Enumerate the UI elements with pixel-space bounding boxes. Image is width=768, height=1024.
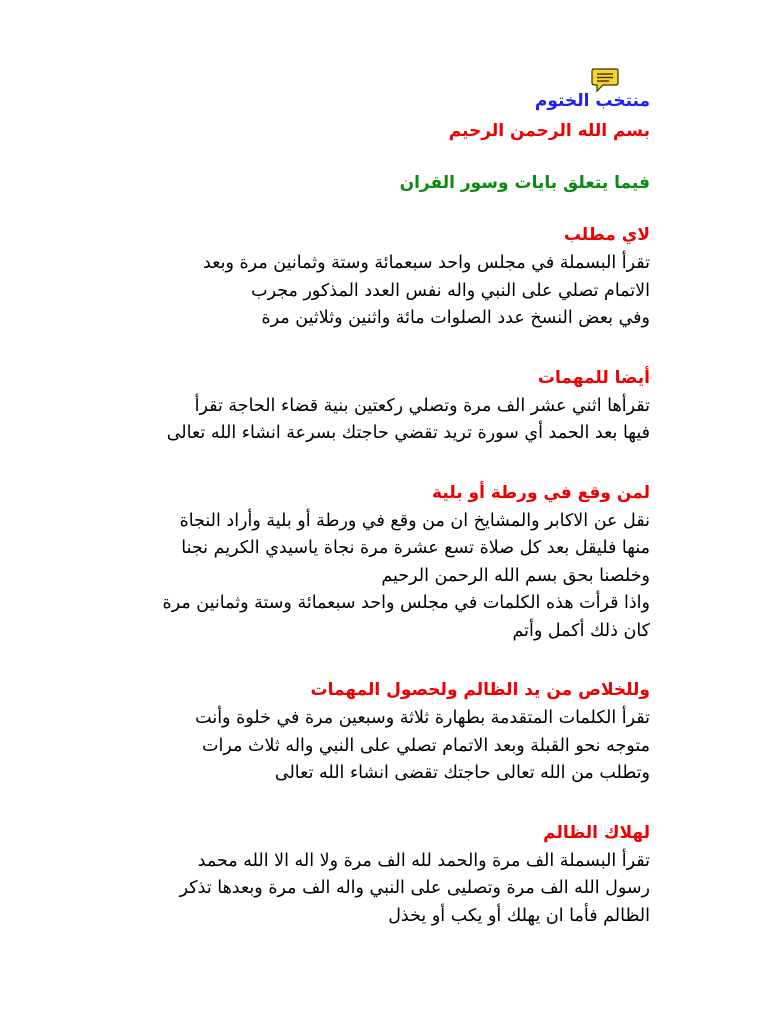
section-line: الاتمام تصلي على النبي واله نفس العدد المذكور مجرب [251, 280, 650, 301]
section-line: وفي بعض النسخ عدد الصلوات مائة واثنين وثلاثين مرة [261, 308, 650, 328]
section-line: كان ذلك أكمل وأتم [512, 620, 650, 641]
section-line: وخلصنا بحق بسم الله الرحمن الرحيم [381, 565, 650, 586]
section-deliverance-from-oppressor [110, 675, 650, 788]
section-line: متوجه نحو القبلة وبعد الاتمام تصلي على النبي واله ثلاث مرات [202, 735, 650, 756]
section-line: تقرأها اثني عشر الف مرة وتصلي ركعتين بنية قضاء الحاجة تقرأ [194, 395, 650, 416]
section-line: الظالم فأما ان يهلك أو يكب أو يخذل [388, 905, 650, 926]
document-page [110, 86, 650, 930]
section-line: نقل عن الاكابر والمشايخ ان من وقع في ورطة أو بلية وأراد النجاة [179, 510, 650, 531]
section-destruction-of-oppressor [110, 818, 650, 931]
section-line: منها فليقل بعد كل صلاة تسع عشرة مرة نجاة ياسيدي الكريم نجنا [181, 538, 650, 558]
document-title: منتخب الختوم [534, 91, 650, 111]
section-important-matters [110, 363, 650, 448]
section-line: واذا قرأت هذه الكلمات في مجلس واحد سبعمائة وستة وثمانين مرة [162, 593, 650, 613]
section-heading: وللخلاص من يد الظالم ولحصول المهمات [310, 680, 650, 700]
section-heading: أيضا للمهمات [537, 367, 650, 388]
section-heading: لمن وقع في ورطة أو بلية [432, 482, 650, 503]
basmala-heading: بسم الله الرحمن الرحيم [448, 121, 650, 141]
section-any-request [110, 220, 650, 333]
section-heading: لهلاك الظالم [543, 822, 650, 843]
section-line: رسول الله الف مرة وتصليى على النبي واله الف مرة وبعدها تذكر [179, 878, 650, 898]
document-subtitle: فيما يتعلق بايات وسور القران [399, 173, 650, 193]
section-line: تقرأ الكلمات المتقدمة بطهارة ثلاثة وسبعين مرة في خلوة وأنت [195, 708, 650, 728]
section-heading: لاي مطلب [563, 225, 650, 245]
section-trouble-or-affliction [110, 478, 650, 646]
section-line: تقرأ البسملة الف مرة والحمد لله الف مرة ولا اله الا الله محمد [197, 850, 650, 871]
section-line: فيها بعد الحمد أي سورة تريد تقضي حاجتك بسرعة انشاء الله تعالى [166, 423, 650, 443]
section-line: وتطلب من الله تعالى حاجتك تقضى انشاء الله تعالى [274, 763, 650, 783]
section-line: تقرأ البسملة في مجلس واحد سبعمائة وستة وثمانين مرة وبعد [203, 253, 650, 273]
